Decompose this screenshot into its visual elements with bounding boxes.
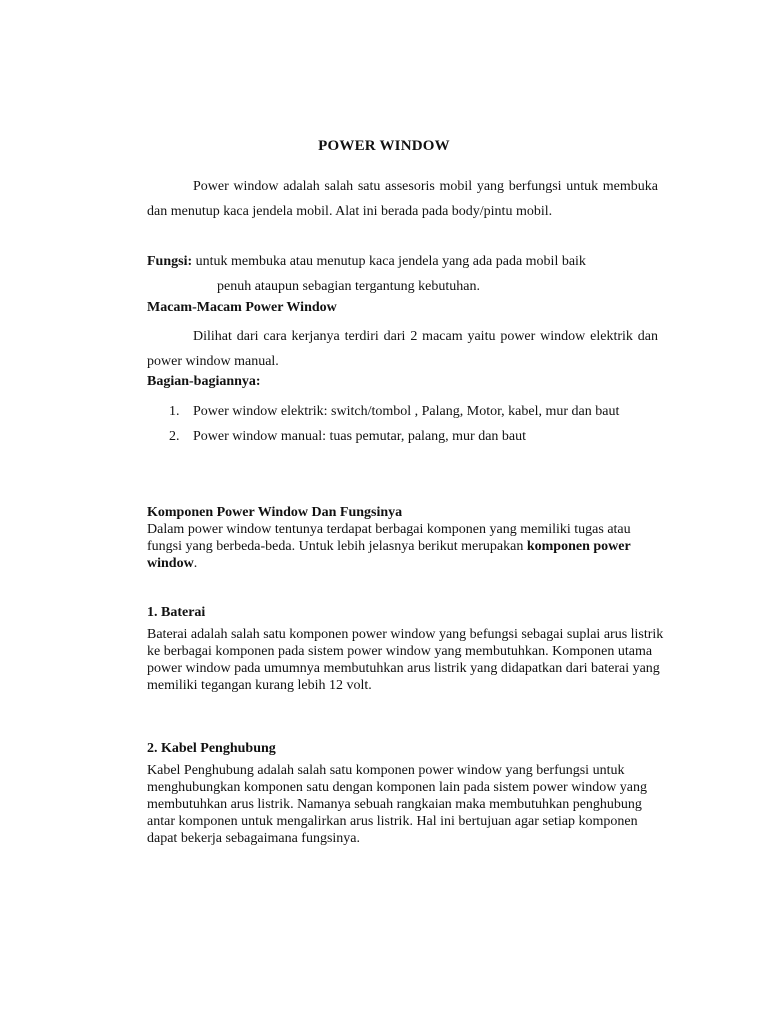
bagian-list bbox=[147, 399, 658, 449]
bagian-heading: Bagian-bagiannya: bbox=[147, 374, 261, 389]
macam-text: Dilihat dari cara kerjanya terdiri dari 2 macam yaitu power window elektrik dan power window manual. bbox=[147, 329, 658, 369]
intro-paragraph bbox=[147, 174, 658, 224]
kabel-text: Kabel Penghubung adalah salah satu komponen power window yang berfungsi untuk menghubungkan komponen satu dengan komponen lain pada sistem power window yang membutuhkan arus listrik. Namanya sebuah rangkaian maka membutuhkan penghubung antar komponen untuk mengalirkan arus listrik. Hal ini bertujuan agar setiap komponen dapat bekerja sebagaimana fungsinya. bbox=[147, 763, 648, 846]
list-item-text: Power window manual: tuas pemutar, palang, mur dan baut bbox=[193, 429, 527, 444]
kabel-heading: 2. Kabel Penghubung bbox=[147, 741, 276, 756]
fungsi-label: Fungsi: bbox=[147, 254, 193, 269]
macam-heading: Macam-Macam Power Window bbox=[147, 300, 337, 315]
list-item-number: 1. bbox=[169, 404, 180, 419]
komponen-section bbox=[147, 504, 667, 572]
list-item bbox=[147, 424, 658, 449]
baterai-heading: 1. Baterai bbox=[147, 605, 206, 620]
komponen-text: Dalam power window tentunya terdapat berbagai komponen yang memiliki tugas atau fungsi yang berbeda-beda. Untuk lebih jelasnya berikut merupakan bbox=[147, 522, 631, 554]
list-item-text: Power window elektrik: switch/tombol , Palang, Motor, kabel, mur dan baut bbox=[193, 404, 620, 419]
list-item-number: 2. bbox=[169, 429, 180, 444]
komponen-bold-text: komponen power window bbox=[147, 539, 631, 571]
page-title: POWER WINDOW bbox=[318, 138, 450, 154]
macam-paragraph bbox=[147, 324, 658, 374]
baterai-section bbox=[147, 604, 667, 694]
komponen-heading: Komponen Power Window Dan Fungsinya bbox=[147, 505, 403, 520]
list-item bbox=[147, 399, 658, 424]
fungsi-paragraph bbox=[147, 249, 658, 299]
fungsi-text-line2: penuh ataupun sebagian tergantung kebutuhan. bbox=[217, 279, 480, 294]
fungsi-text-line1: untuk membuka atau menutup kaca jendela yang ada pada mobil baik bbox=[195, 254, 586, 269]
komponen-end: . bbox=[193, 556, 198, 571]
kabel-section bbox=[147, 740, 667, 847]
intro-text: Power window adalah salah satu assesoris mobil yang berfungsi untuk membuka dan menutup kaca jendela mobil. Alat ini berada pada body/pintu mobil. bbox=[147, 179, 658, 219]
baterai-text: Baterai adalah salah satu komponen power window yang befungsi sebagai suplai arus listrik ke berbagai komponen pada sistem power window yang membutuhkan. Komponen utama power window pada umumnya membutuhkan arus listrik yang didapatkan dari baterai yang memiliki tegangan kurang lebih 12 volt. bbox=[147, 627, 664, 693]
